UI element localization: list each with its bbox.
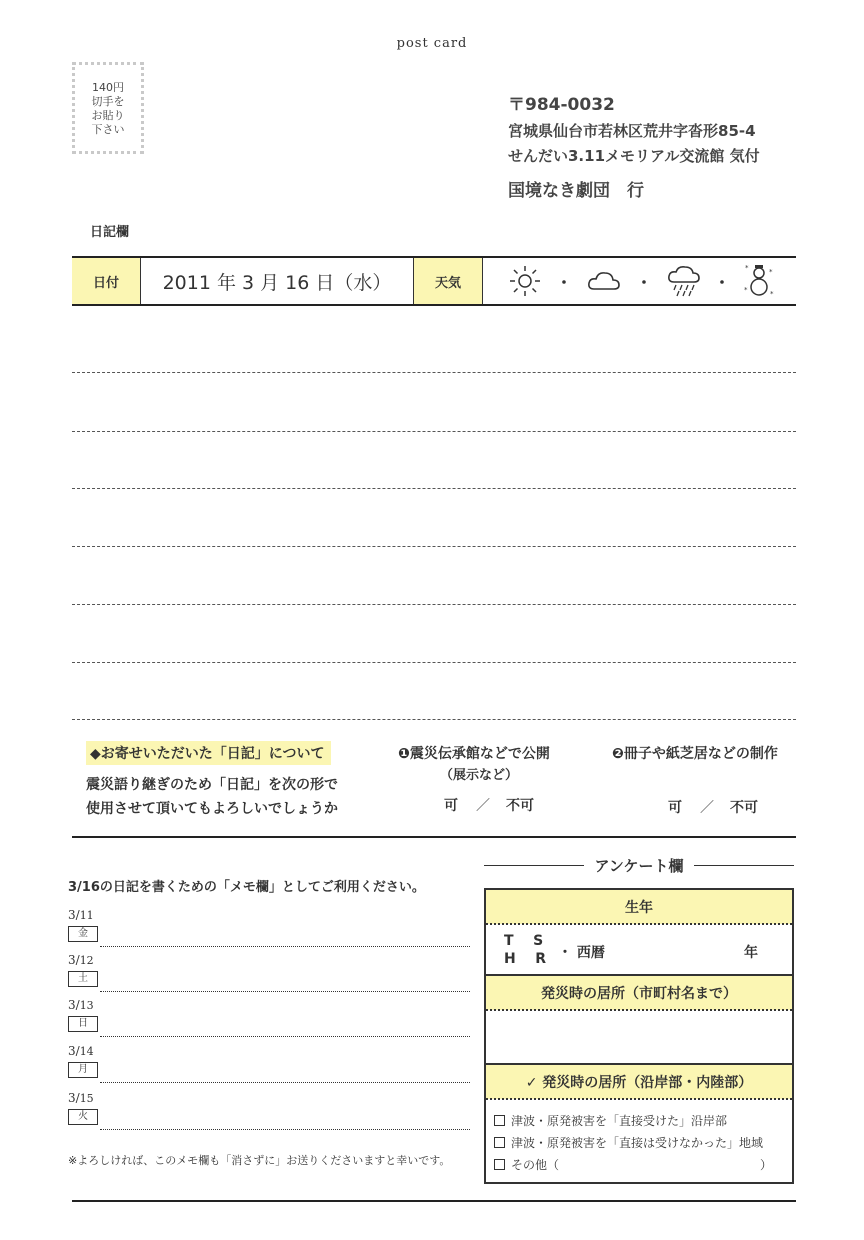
consent-option-1-yes[interactable]: 可	[444, 798, 458, 814]
memo-row[interactable]: 3/12 土	[68, 949, 470, 994]
checkbox[interactable]	[494, 1159, 505, 1170]
diary-line-5[interactable]	[72, 604, 796, 605]
address-line-2: せんだい3.11メモリアル交流館 気付	[508, 147, 760, 165]
memo-line[interactable]	[100, 1082, 470, 1083]
memo-weekday: 月	[68, 1062, 98, 1078]
consent-option-1-title: ❶震災伝承館などで公開	[398, 746, 550, 762]
postal-code: 〒984-0032	[508, 95, 615, 115]
weather-sep-1: ・	[556, 272, 573, 292]
memo-row[interactable]: 3/11 金	[68, 904, 470, 949]
memo-line[interactable]	[100, 946, 470, 947]
memo-row[interactable]: 3/13 日	[68, 994, 470, 1039]
survey-box	[484, 888, 794, 1184]
memo-day-number: 12	[79, 954, 94, 967]
weather-sep-3: ・	[714, 272, 731, 292]
memo-weekday: 火	[68, 1109, 98, 1125]
memo-line[interactable]	[100, 1036, 470, 1037]
stamp-box	[72, 62, 144, 154]
consent-option-1-sub: （展示など）	[440, 768, 519, 783]
date-value[interactable]: 2011 年 3 月 16 日（水）	[162, 271, 392, 294]
address-line-1: 宮城県仙台市若林区荒井字沓形85-4	[508, 122, 756, 140]
memo-month: 3	[68, 1044, 76, 1058]
weather-options[interactable]	[492, 258, 796, 304]
svg-text:*: *	[770, 290, 774, 298]
consent-option-1-no[interactable]: 不可	[506, 798, 534, 814]
era-t[interactable]: T	[504, 933, 514, 949]
memo-month: 3	[68, 953, 76, 967]
consent-text-2: 使用させて頂いてもよろしいでしょうか	[86, 801, 338, 817]
memo-line[interactable]	[100, 991, 470, 992]
svg-text:*: *	[769, 268, 773, 276]
postcard-title: post card	[396, 36, 468, 51]
era-block[interactable]	[504, 932, 546, 968]
consent-option-2-yes[interactable]: 可	[668, 800, 682, 816]
diary-line-7[interactable]	[72, 719, 796, 720]
stamp-text-2: 切手を	[91, 95, 125, 108]
memo-month: 3	[68, 998, 76, 1012]
memo-note: ※よろしければ、このメモ欄も「消さずに」お送りくださいますと幸いです。	[68, 1154, 451, 1167]
survey-title: アンケート欄	[594, 857, 684, 875]
consent-heading: ◆お寄せいただいた「日記」について	[86, 741, 331, 765]
survey-title-rule-left	[484, 865, 584, 866]
dotted-divider	[486, 1098, 792, 1100]
recipient: 国境なき劇団 行	[508, 181, 644, 201]
memo-month: 3	[68, 1091, 76, 1105]
diary-line-4[interactable]	[72, 546, 796, 547]
memo-weekday: 金	[68, 926, 98, 942]
era-r[interactable]: R	[535, 951, 546, 967]
divider-lower	[72, 1200, 796, 1202]
residence-input[interactable]	[486, 1011, 792, 1063]
consent-option-2-title: ❷冊子や紙芝居などの制作	[612, 746, 778, 762]
consent-option-1-slash: ／	[476, 798, 490, 814]
area-option-3[interactable]	[494, 1156, 784, 1173]
era-s[interactable]: S	[533, 933, 544, 949]
divider-upper	[72, 836, 796, 838]
diary-line-6[interactable]	[72, 662, 796, 663]
consent-option-2-no[interactable]: 不可	[730, 800, 758, 816]
checkbox[interactable]	[494, 1137, 505, 1148]
stamp-text-3: お貼り	[91, 109, 125, 122]
dotted-divider	[486, 923, 792, 925]
area-option-1-label: 津波・原発被害を「直接受けた」沿岸部	[511, 1114, 728, 1128]
diary-line-1[interactable]	[72, 372, 796, 373]
area-option-3-label: その他（	[511, 1158, 560, 1172]
stamp-text-4: 下さい	[91, 123, 125, 136]
area-option-1[interactable]	[494, 1112, 727, 1129]
sun-icon[interactable]	[508, 264, 542, 298]
snowman-icon[interactable]	[742, 262, 776, 300]
weather-label: 天気	[413, 258, 483, 304]
residence-heading: 発災時の居所（市町村名まで）	[486, 976, 792, 1010]
svg-text:*: *	[744, 286, 748, 294]
survey-title-rule-right	[694, 865, 794, 866]
area-heading: ✓ 発災時の居所（沿岸部・内陸部）	[486, 1065, 792, 1099]
birth-year-heading: 生年	[486, 890, 792, 924]
diary-section-label: 日記欄	[90, 225, 130, 240]
year-label: 年	[744, 945, 758, 961]
seireki-label[interactable]: ・ 西暦	[558, 945, 605, 961]
rain-icon[interactable]	[666, 264, 702, 298]
consent-text-1: 震災語り継ぎのため「日記」を次の形で	[86, 777, 338, 793]
area-option-2-label: 津波・原発被害を「直接は受けなかった」地域	[511, 1136, 764, 1150]
memo-day-number: 11	[79, 909, 94, 922]
memo-title: 3/16の日記を書くための「メモ欄」としてご利用ください。	[68, 880, 425, 895]
memo-day-number: 14	[79, 1045, 94, 1058]
memo-row[interactable]: 3/15 火	[68, 1087, 470, 1132]
memo-month: 3	[68, 908, 76, 922]
cloud-icon[interactable]	[586, 267, 622, 295]
date-label: 日付	[72, 258, 140, 304]
diary-line-3[interactable]	[72, 488, 796, 489]
checkbox[interactable]	[494, 1115, 505, 1126]
consent-option-2-slash: ／	[700, 800, 714, 816]
area-option-3-close: ）	[759, 1158, 772, 1172]
area-option-2[interactable]	[494, 1134, 763, 1151]
svg-text:*: *	[745, 264, 749, 272]
memo-weekday: 土	[68, 971, 98, 987]
stamp-text-1: 140円	[92, 81, 124, 94]
memo-line[interactable]	[100, 1129, 470, 1130]
era-h[interactable]: H	[504, 951, 516, 967]
date-weather-bar	[72, 256, 796, 306]
diary-line-2[interactable]	[72, 431, 796, 432]
memo-weekday: 日	[68, 1016, 98, 1032]
memo-row[interactable]: 3/14 月	[68, 1040, 470, 1085]
memo-day-number: 15	[79, 1092, 94, 1105]
memo-day-number: 13	[79, 999, 94, 1012]
weather-sep-2: ・	[636, 272, 653, 292]
